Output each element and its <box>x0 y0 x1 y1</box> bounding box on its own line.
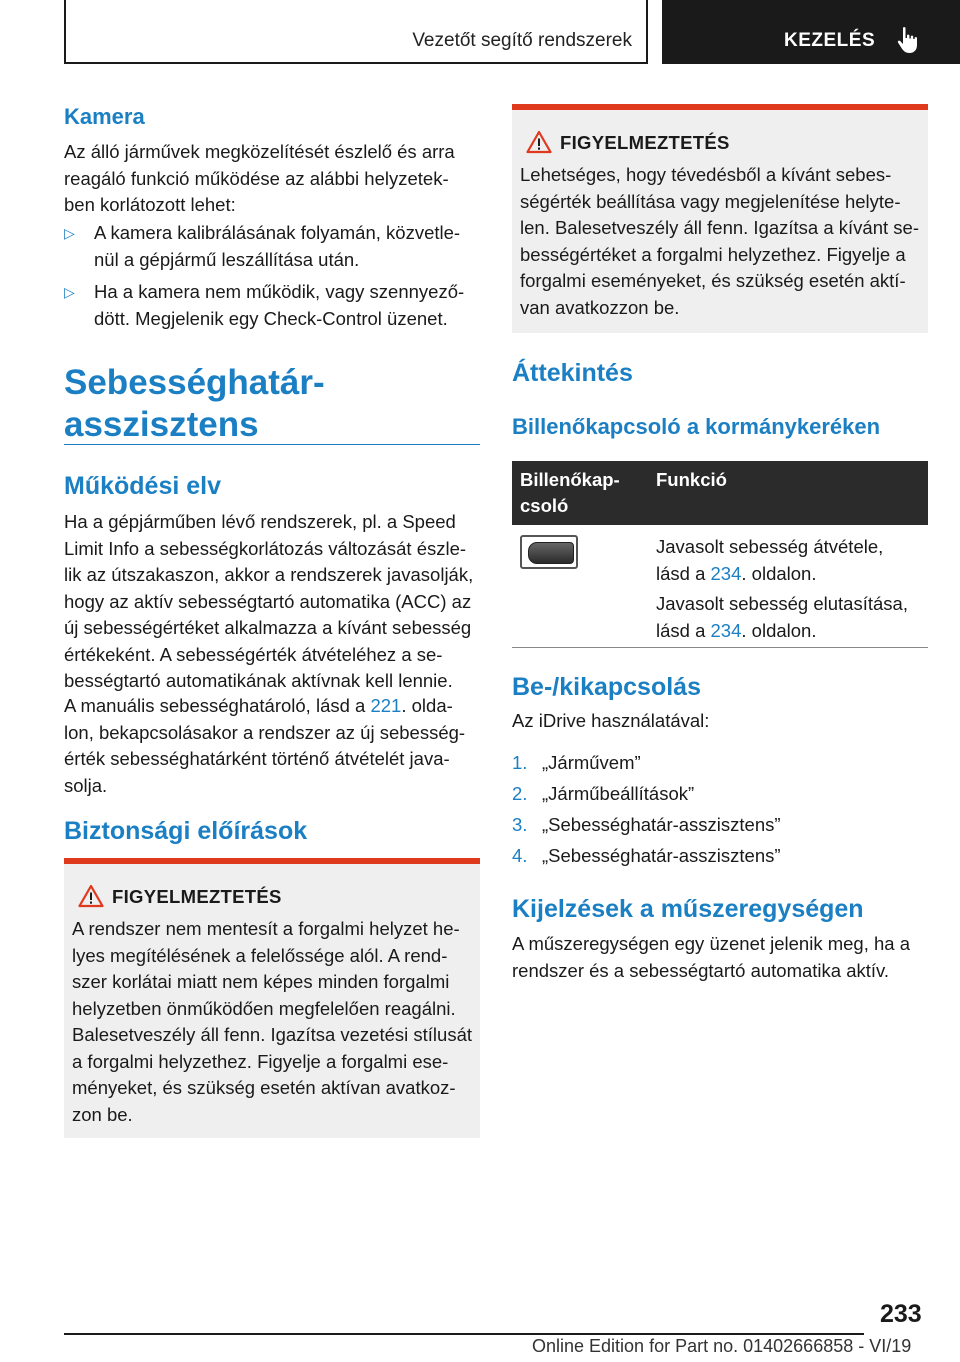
bullet-text <box>94 220 480 273</box>
para-line <box>64 693 480 720</box>
para-line: solja. <box>64 774 108 796</box>
kamera-intro-line: ben korlátozott lehet: <box>64 194 236 215</box>
para-line: bességtartó automatikának aktívnak kell lennie. <box>64 670 453 691</box>
display-heading: Kijelzések a műszeregységen <box>512 895 864 923</box>
para-line: hogy az aktív sebességtartó automatika (ACC) az <box>64 590 472 612</box>
kamera-intro-line: reagáló funkció működése az alábbi helyzetek- <box>64 167 449 189</box>
elv-paragraph-1 <box>64 509 480 695</box>
warning-line: A rendszer nem mentesít a forgalmi helyzet he- <box>72 918 460 939</box>
bullet-line: A kamera kalibrálásának folyamán, közvetle- <box>94 222 461 243</box>
cell-line <box>656 561 928 588</box>
para-line: értékeként. A sebességérték átvételéhez a se- <box>64 643 443 665</box>
safety-heading: Biztonsági előírások <box>64 817 308 845</box>
para-line: rendszer és a sebességtartó automatika aktív. <box>512 959 890 981</box>
warning-text <box>72 916 476 1128</box>
footer-rule <box>64 1333 864 1335</box>
bullet-triangle-icon: ▷ <box>64 284 75 300</box>
cell-line: Javasolt sebesség elutasítása, <box>656 593 908 614</box>
warning-line: zon be. <box>72 1103 133 1125</box>
table-cell-function <box>656 534 928 644</box>
warning-line: ségérték beállítása vagy megjelenítése helyte- <box>520 190 901 212</box>
warning-line: forgalmi eseményeket, és szükség esetén aktí- <box>520 270 906 291</box>
warning-line: Balesetveszély áll fenn. Igazítsa vezetési stílusát <box>72 1024 473 1045</box>
warning-label: FIGYELMEZTETÉS <box>560 132 730 153</box>
bullet-line: nül a gépjármű leszállítása után. <box>94 248 360 270</box>
cell-text: . oldalon. <box>741 562 817 584</box>
warning-line: a forgalmi helyzethez. Figyelje a forgalmi ese- <box>72 1050 449 1072</box>
switch-heading: Billenőkapcsoló a kormánykeréken <box>512 414 881 439</box>
warning-bar <box>64 858 480 864</box>
warning-line: Lehetséges, hogy tévedésből a kívánt sebes- <box>520 164 892 185</box>
title-rule <box>64 444 480 445</box>
para-line: lik az útszakaszon, akkor a rendszerek javasolják, <box>64 564 474 585</box>
para-line: A műszeregységen egy üzenet jelenik meg, ha a <box>512 933 910 954</box>
para-line: érték sebességhatárként történő átvételét java- <box>64 748 450 769</box>
chapter-tab <box>64 0 648 64</box>
step-number: 3. <box>512 814 528 835</box>
warning-triangle-icon <box>78 884 104 908</box>
step-number: 4. <box>512 845 528 866</box>
step-text: „Járművem” <box>542 752 641 773</box>
cell-text: lásd a <box>656 562 711 584</box>
bullet-triangle-icon: ▷ <box>64 225 75 241</box>
para-line: Ha a gépjárműben lévő rendszerek, pl. a Speed <box>64 511 456 532</box>
section-label: KEZELÉS <box>784 30 876 51</box>
bullet-text <box>94 279 480 332</box>
para-text: A manuális sebességhatároló, lásd a <box>64 695 371 716</box>
page-link-234[interactable]: 234 <box>710 619 742 641</box>
warning-line: lyes megítélésének a felelőssége alól. A rend- <box>72 944 448 966</box>
cell-line <box>656 618 928 645</box>
step-text: „Járműbeállítások” <box>542 783 695 804</box>
page-number: 233 <box>880 1300 922 1328</box>
warning-label: FIGYELMEZTETÉS <box>112 886 282 907</box>
para-text: . olda- <box>401 695 453 716</box>
warning-box-left <box>64 858 480 1138</box>
main-title-line: asszisztens <box>64 405 259 444</box>
rocker-switch-icon <box>520 535 578 569</box>
para-line: Limit Info a sebességkorlátozás változását észle- <box>64 537 467 559</box>
page-link-221[interactable]: 221 <box>370 695 402 716</box>
step-number: 1. <box>512 752 528 773</box>
page-header <box>0 0 960 66</box>
para-line: új sebességértéket alkalmazza a kívánt sebesség <box>64 617 472 638</box>
warning-line: len. Balesetveszély áll fenn. Igazítsa a kívánt se- <box>520 217 919 238</box>
onoff-intro: Az iDrive használatával: <box>512 710 710 731</box>
warning-line: szer korlátai miatt nem képes minden forgalmi <box>72 971 450 992</box>
warning-box-right <box>512 104 928 333</box>
warning-line: bességértéket a forgalmi helyzethez. Figyelje a <box>520 243 906 265</box>
warning-text <box>520 162 924 321</box>
warning-bar <box>512 104 928 110</box>
kamera-intro <box>64 139 455 219</box>
cell-line: Javasolt sebesség átvétele, <box>656 536 884 557</box>
cell-text: . oldalon. <box>741 619 817 641</box>
rocker-switch-button <box>528 542 574 564</box>
section-tab <box>662 0 960 64</box>
overview-heading: Áttekintés <box>512 359 633 387</box>
main-title <box>64 362 325 446</box>
elv-heading: Működési elv <box>64 472 221 500</box>
kamera-heading: Kamera <box>64 104 145 129</box>
table-bottom-rule <box>512 647 928 648</box>
step-text: „Sebességhatár-asszisztens” <box>542 814 781 835</box>
table-header-switch <box>520 467 620 519</box>
pointing-hand-icon <box>896 26 922 54</box>
warning-line: ményeket, és szükség esetén aktívan avatkoz- <box>72 1077 456 1098</box>
table-header-function: Funkció <box>656 469 727 490</box>
table-header <box>512 461 928 525</box>
main-title-line: Sebességhatár- <box>64 363 325 402</box>
edition-text: Online Edition for Part no. 01402666858 - VI/19 <box>532 1336 912 1356</box>
header-line: csoló <box>520 495 569 516</box>
warning-line: van avatkozzon be. <box>520 296 680 318</box>
chapter-title: Vezetőt segítő rendszerek <box>412 30 632 51</box>
warning-line: helyzetben önműködően megfelelően reagálni. <box>72 997 456 1019</box>
header-line: Billenőkap- <box>520 469 620 490</box>
cell-text: lásd a <box>656 619 711 641</box>
warning-triangle-icon <box>526 130 552 154</box>
step-number: 2. <box>512 783 528 804</box>
bullet-line: Ha a kamera nem működik, vagy szennyező- <box>94 281 465 302</box>
display-paragraph <box>512 931 928 984</box>
bullet-line: dött. Megjelenik egy Check-Control üzenet. <box>94 307 448 329</box>
steps-list <box>512 750 928 880</box>
page-link-234[interactable]: 234 <box>710 562 742 584</box>
step-text: „Sebességhatár-asszisztens” <box>542 845 781 866</box>
kamera-intro-line: Az álló járművek megközelítését észlelő és arra <box>64 141 455 162</box>
onoff-heading: Be-/kikapcsolás <box>512 673 701 701</box>
para-line: lon, bekapcsolásakor a rendszer az új sebesség- <box>64 721 466 743</box>
elv-paragraph-2 <box>64 693 480 799</box>
